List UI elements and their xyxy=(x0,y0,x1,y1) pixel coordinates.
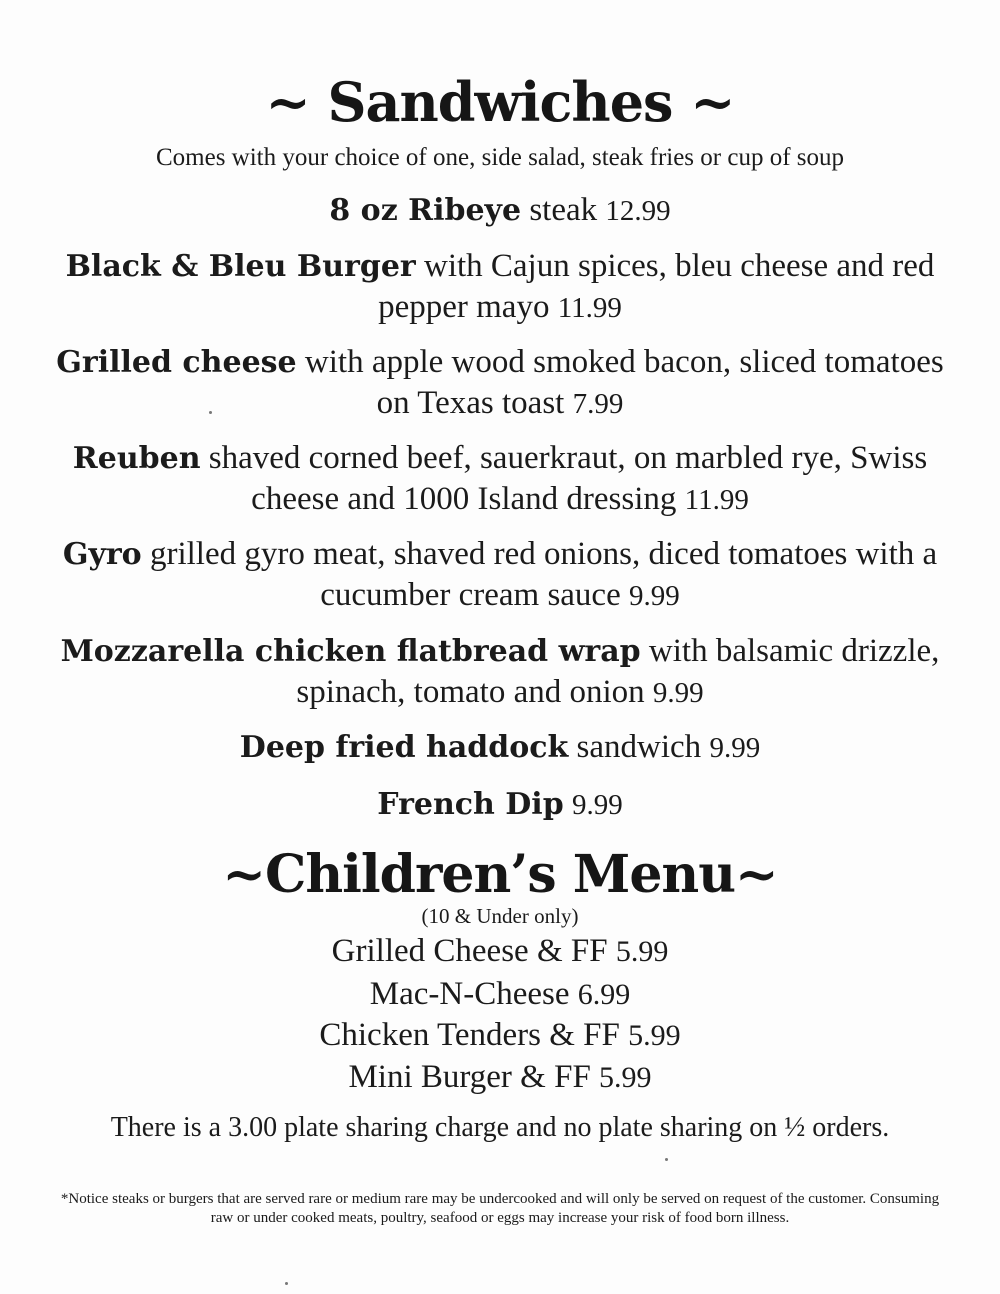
item-name: Grilled cheese xyxy=(56,345,297,380)
item-name: Reuben xyxy=(72,441,201,476)
item-price: 7.99 xyxy=(572,388,624,420)
menu-item xyxy=(40,342,960,424)
food-safety-notice: *Notice steaks or burgers that are served rare or medium rare may be undercooked and will only be served on request of the customer. Consuming raw or under cooked meats, poultry, seafood or eggs may increase your risk of food born illness. xyxy=(60,1191,940,1226)
item-price: 5.99 xyxy=(628,1019,681,1052)
item-description: with apple wood smoked bacon, sliced tomatoes on Texas toast xyxy=(296,344,944,421)
item-name: 8 oz Ribeye xyxy=(329,193,522,228)
item-price: 9.99 xyxy=(709,732,761,764)
menu-item xyxy=(40,784,960,825)
menu-item xyxy=(40,631,960,713)
childrens-menu-title: ~Children’s Menu~ xyxy=(222,844,778,905)
item-price: 5.99 xyxy=(599,1061,652,1094)
sandwiches-subtitle: Comes with your choice of one, side salad, steak fries or cup of soup xyxy=(155,144,845,171)
scan-speck xyxy=(665,1158,668,1161)
item-description xyxy=(564,786,572,822)
plate-sharing-note: There is a 3.00 plate sharing charge and no plate sharing on ½ orders. xyxy=(110,1112,890,1143)
item-description: with balsamic drizzle, spinach, tomato and onion xyxy=(296,633,940,710)
item-description: grilled gyro meat, shaved red onions, diced tomatoes with a cucumber cream sauce xyxy=(141,536,938,613)
childrens-item xyxy=(0,1057,1000,1098)
item-description: with Cajun spices, bleu cheese and red pepper mayo xyxy=(378,248,935,325)
item-price: 11.99 xyxy=(684,484,749,516)
item-price: 9.99 xyxy=(571,789,623,821)
item-name: French Dip xyxy=(377,787,564,822)
item-description: steak xyxy=(521,192,606,228)
scan-speck xyxy=(285,1282,288,1285)
item-name: Chicken Tenders & FF xyxy=(319,1017,629,1053)
item-name: Deep fried haddock xyxy=(239,730,569,765)
item-description: shaved corned beef, sauerkraut, on marbled rye, Swiss cheese and 1000 Island dressing xyxy=(200,440,928,517)
menu-item xyxy=(40,534,960,616)
menu-item xyxy=(40,190,960,231)
childrens-age-note: (10 & Under only) xyxy=(421,904,579,928)
sandwiches-title: ~ Sandwiches ~ xyxy=(265,70,735,134)
item-name: Black & Bleu Burger xyxy=(65,249,416,284)
item-name: Grilled Cheese & FF xyxy=(331,933,616,969)
item-price: 12.99 xyxy=(605,195,671,227)
item-name: Mini Burger & FF xyxy=(348,1059,600,1095)
item-name: Mac-N-Cheese xyxy=(369,976,578,1012)
menu-item xyxy=(40,246,960,328)
item-price: 5.99 xyxy=(615,935,669,968)
childrens-item xyxy=(0,1015,1000,1056)
childrens-item xyxy=(0,931,1000,972)
childrens-item xyxy=(0,974,1000,1015)
item-price: 11.99 xyxy=(557,292,622,324)
menu-item xyxy=(40,727,960,768)
item-price: 6.99 xyxy=(577,978,631,1011)
item-name: Gyro xyxy=(62,537,142,572)
menu-item xyxy=(40,438,960,520)
item-description: sandwich xyxy=(568,729,710,765)
scan-speck xyxy=(209,411,212,414)
item-price: 9.99 xyxy=(628,580,680,612)
item-price: 9.99 xyxy=(652,677,704,709)
item-name: Mozzarella chicken flatbread wrap xyxy=(60,634,641,669)
